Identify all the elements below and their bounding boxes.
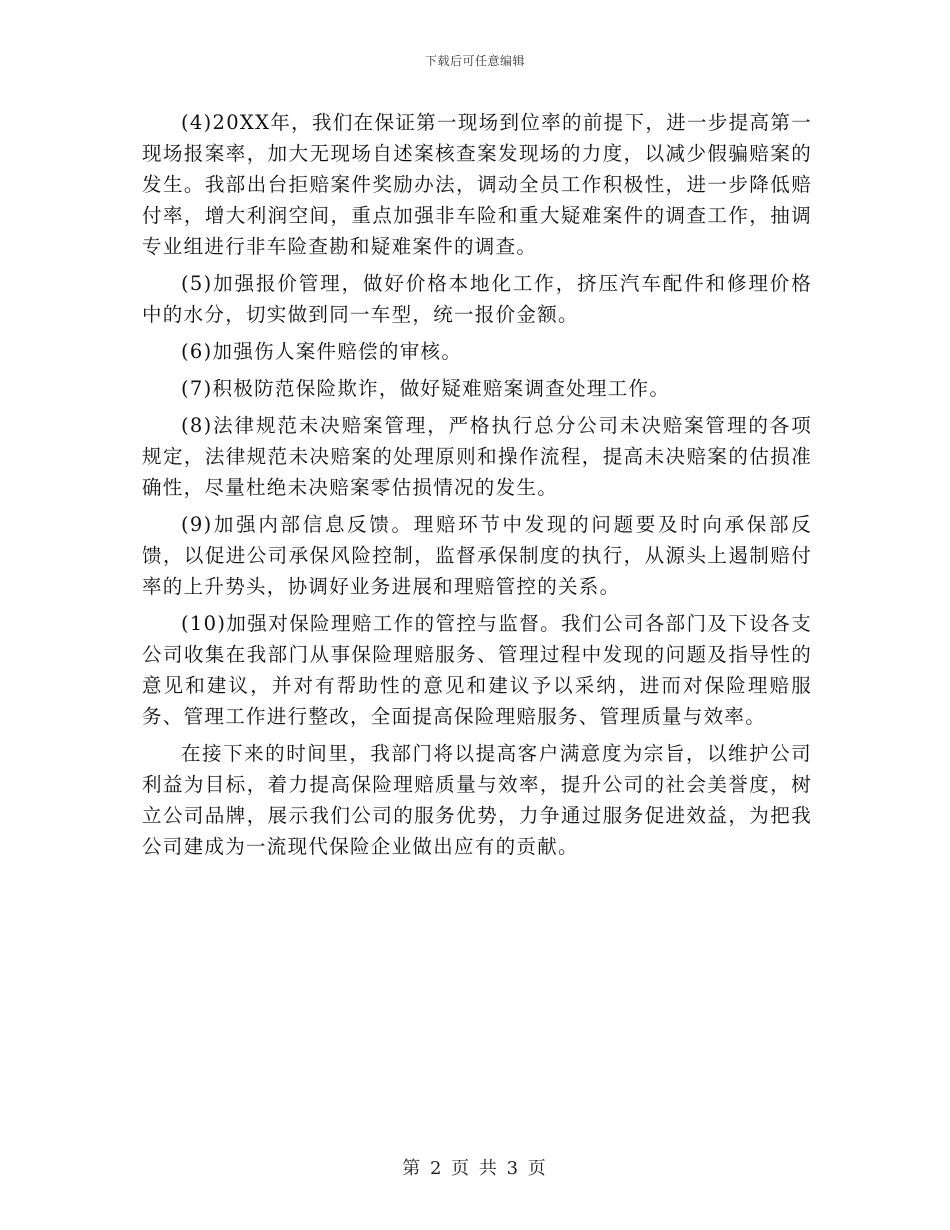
closing-paragraph: 在接下来的时间里，我部门将以提高客户满意度为宗旨，以维护公司利益为目标，着力提高保险理赔质量与效率，提升公司的社会美誉度，树立公司品牌，展示我们公司的服务优势，力争通过服务促进效益，为把我公司建成为一流现代保险企业做出应有的贡献。 <box>142 742 812 858</box>
paragraph-item-10: (10)加强对保险理赔工作的管控与监督。我们公司各部门及下设各支公司收集在我部门从事保险理赔服务、管理过程中发现的问题及指导性的意见和建议，并对有帮助性的意见和建议予以采纳，进而对保险理赔服务、管理工作进行整改，全面提高保险理赔服务、管理质量与效率。 <box>142 612 812 728</box>
paragraph-item-6: (6)加强伤人案件赔偿的审核。 <box>181 340 463 363</box>
page-header: 下载后可任意编辑 <box>424 54 525 68</box>
paragraph-item-5: (5)加强报价管理，做好价格本地化工作，挤压汽车配件和修理价格中的水分，切实做到同一车型，统一报价金额。 <box>142 272 812 326</box>
paragraph-item-7: (7)积极防范保险欺诈，做好疑难赔案调查处理工作。 <box>181 377 671 400</box>
paragraph-item-4: (4)20XX年，我们在保证第一现场到位率的前提下，进一步提高第一现场报案率，加大无现场自述案核查案发现场的力度，以减少假骗赔案的发生。我部出台拒赔案件奖励办法，调动全员工作积极性，进一步降低赔付率，增大利润空间，重点加强非车险和重大疑难案件的调查工作，抽调专业组进行非车险查勘和疑难案件的调查。 <box>142 111 812 258</box>
page-number: 第 2 页 共 3 页 <box>402 1158 548 1179</box>
paragraph-item-9: (9)加强内部信息反馈。理赔环节中发现的问题要及时向承保部反馈，以促进公司承保风险控制，监督承保制度的执行，从源头上遏制赔付率的上升势头，协调好业务进展和理赔管控的关系。 <box>142 513 812 598</box>
document-body <box>142 107 812 868</box>
paragraph-item-8: (8)法律规范未决赔案管理，严格执行总分公司未决赔案管理的各项规定，法律规范未决赔案的处理原则和操作流程，提高未决赔案的估损准确性，尽量杜绝未决赔案零估损情况的发生。 <box>142 414 812 499</box>
